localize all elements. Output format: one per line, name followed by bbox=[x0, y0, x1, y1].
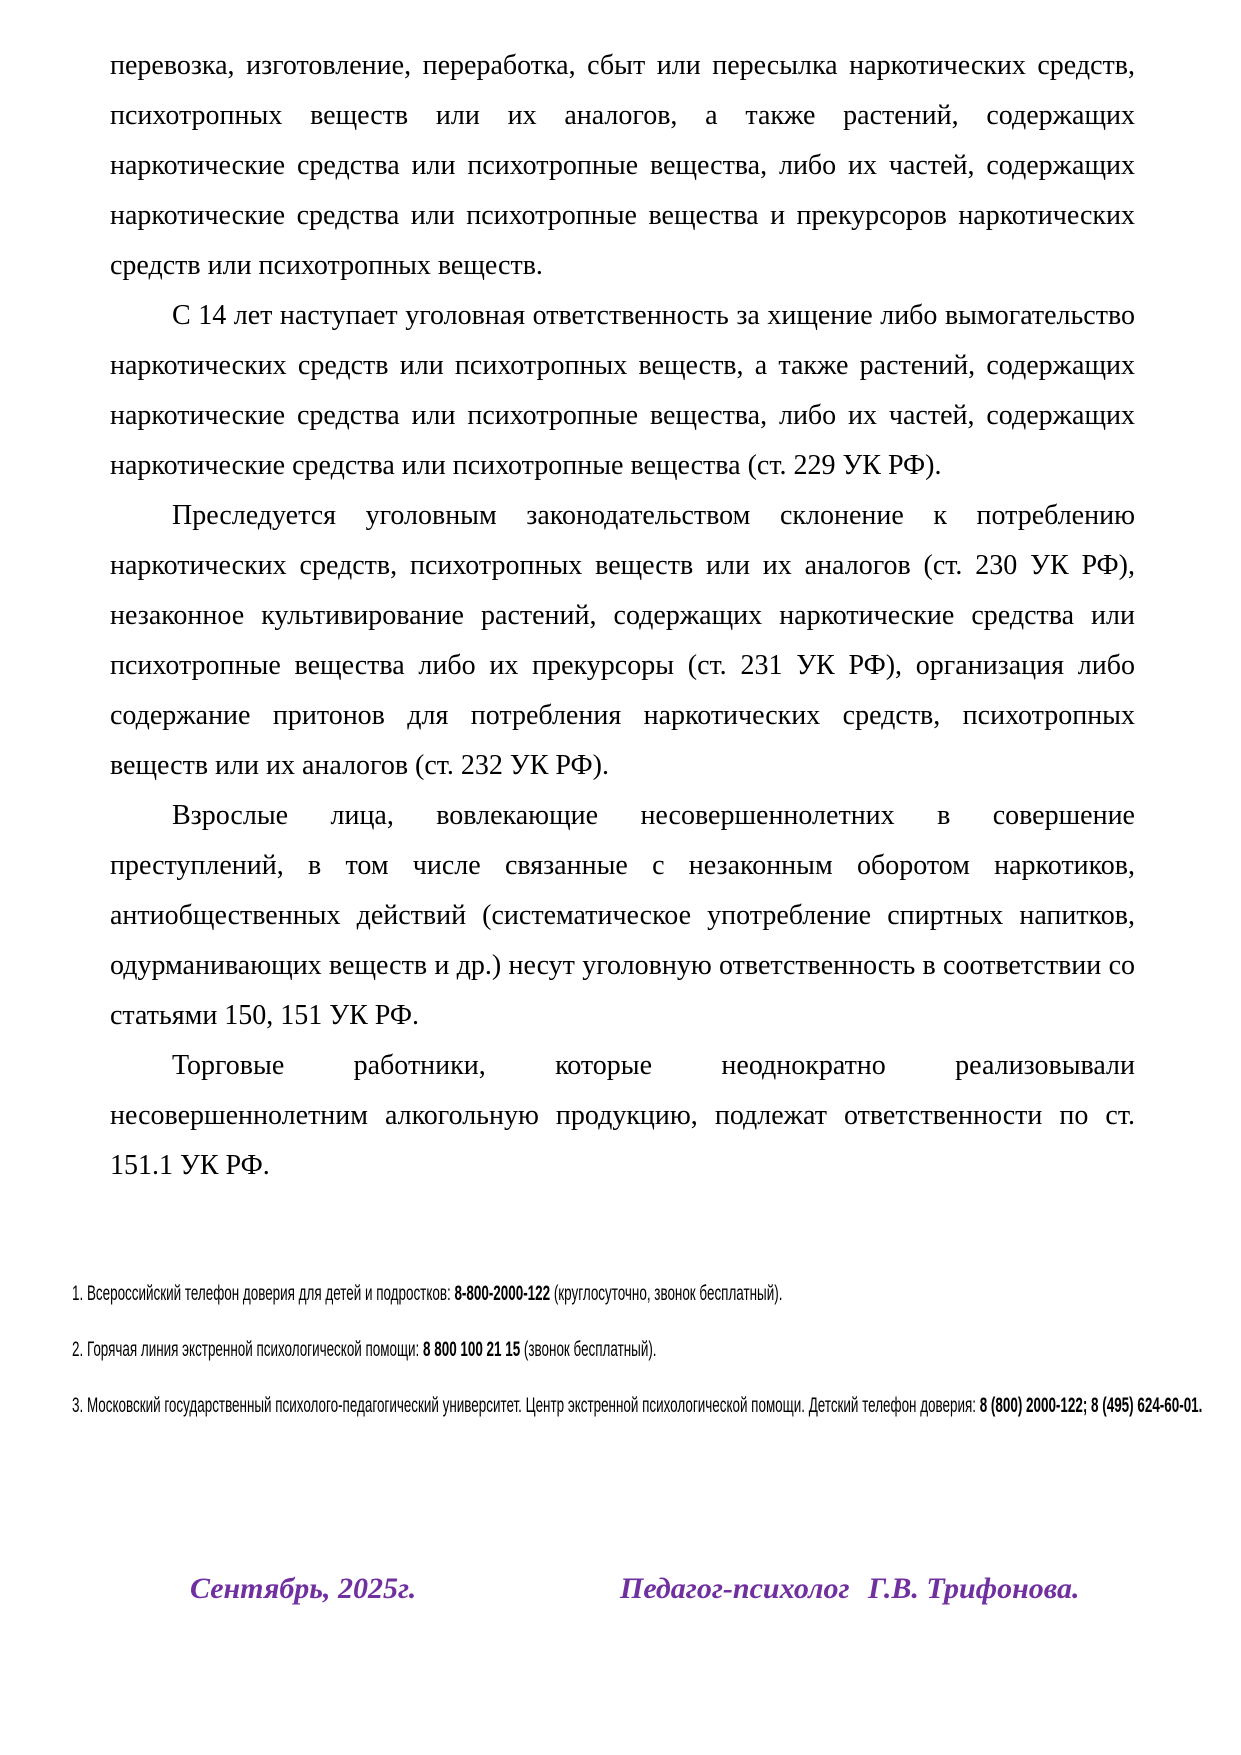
footnote-text: Московский государственный психолого-педагогический университет. Центр экстренной психологической помощи. Детский телефон доверия: bbox=[83, 1394, 980, 1417]
document-body bbox=[110, 41, 1135, 1191]
footnote-text: Горячая линия экстренной психологической помощи: bbox=[83, 1338, 424, 1361]
footnote-item-3 bbox=[72, 1393, 1203, 1419]
footer-date: Сентябрь, 2025г. bbox=[190, 1572, 417, 1605]
phone-number: 8-800-2000-122 bbox=[454, 1282, 551, 1305]
footer-name: Г.В. Трифонова. bbox=[868, 1572, 1080, 1605]
helpline-notes bbox=[72, 1281, 1232, 1449]
body-paragraph-adults: Взрослые лица, вовлекающие несовершеннолетних в совершение преступлений, в том числе связанные с незаконным оборотом наркотиков, антиобщественных действий (систематическое употребление спиртных напитков, одурманивающих веществ и др.) несут уголовную ответственность в соответствии со статьями 150, 151 УК РФ. bbox=[110, 800, 1135, 1031]
body-paragraph-continuation: перевозка, изготовление, переработка, сбыт или пересылка наркотических средств, психотропных веществ или их аналогов, а также растений, содержащих наркотические средства или психотропные вещества, либо их частей, содержащих наркотические средства или психотропные вещества и прекурсоров наркотических средств или психотропных веществ. bbox=[110, 50, 1135, 281]
body-paragraph-age-14: С 14 лет наступает уголовная ответственность за хищение либо вымогательство наркотических средств или психотропных веществ, а также растений, содержащих наркотические средства или психотропные вещества, либо их частей, содержащих наркотические средства или психотропные вещества (ст. 229 УК РФ). bbox=[110, 300, 1135, 481]
footnote-item-1 bbox=[72, 1281, 814, 1307]
footnote-text-after: (звонок бесплатный). bbox=[520, 1338, 657, 1361]
footnote-number: 2. bbox=[72, 1338, 84, 1361]
footer-role: Педагог-психолог bbox=[620, 1572, 850, 1605]
phone-number: 8 800 100 21 15 bbox=[423, 1338, 521, 1361]
footnote-number: 1. bbox=[72, 1282, 84, 1305]
footnote-text-after: (круглосуточно, звонок бесплатный). bbox=[550, 1282, 783, 1305]
phone-number: 8 (800) 2000-122; 8 (495) 624-60-01. bbox=[979, 1394, 1203, 1417]
body-paragraph-prosecution: Преследуется уголовным законодательством склонение к потреблению наркотических средств, психотропных веществ или их аналогов (ст. 230 УК РФ), незаконное культивирование растений, содержащих наркотические средства или психотропные вещества либо их прекурсоры (ст. 231 УК РФ), организация либо содержание притонов для потребления наркотических средств, психотропных веществ или их аналогов (ст. 232 УК РФ). bbox=[110, 500, 1135, 781]
body-paragraph-retail: Торговые работники, которые неоднократно реализовывали несовершеннолетним алкогольную продукцию, подлежат ответственности по ст. 151.1 УК РФ. bbox=[110, 1050, 1135, 1181]
footnote-number: 3. bbox=[72, 1394, 84, 1417]
footnote-text: Всероссийский телефон доверия для детей и подростков: bbox=[83, 1282, 455, 1305]
footnote-item-2 bbox=[72, 1337, 814, 1363]
signature-line bbox=[0, 1572, 1241, 1612]
